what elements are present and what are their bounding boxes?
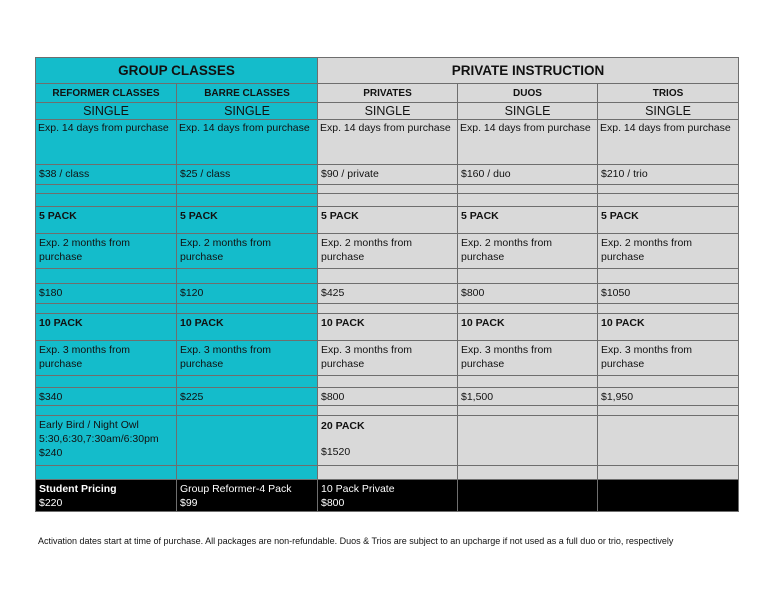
private-10pack-price: $800: [321, 497, 345, 509]
spacer-row: [36, 466, 739, 480]
pack5-price-barre: $120: [177, 284, 318, 304]
pack5-label: 5 PACK: [318, 207, 458, 234]
single-label: SINGLE: [36, 103, 177, 120]
single-price-private: $90 / private: [318, 165, 458, 185]
pack10-label: 10 PACK: [36, 314, 177, 341]
pack5-label: 5 PACK: [458, 207, 598, 234]
single-price-row: [36, 165, 739, 185]
bottom-offers-row: [36, 480, 739, 512]
pack10-expiry: Exp. 3 months from purchase: [36, 341, 177, 376]
col-privates: PRIVATES: [318, 84, 458, 103]
pack5-price-private: $425: [318, 284, 458, 304]
category-header-row: [36, 58, 739, 84]
pack5-label-row: [36, 207, 739, 234]
spacer-row: [36, 269, 739, 284]
pack10-price-trio: $1,950: [598, 388, 739, 406]
pack5-label: 5 PACK: [36, 207, 177, 234]
student-pricing-label: Student Pricing: [39, 483, 117, 495]
extra-row: [36, 416, 739, 466]
pack10-price-row: [36, 388, 739, 406]
single-expiry: Exp. 14 days from purchase: [36, 120, 177, 165]
group-reformer-4pack-label: Group Reformer-4 Pack: [180, 483, 292, 495]
pack5-expiry: Exp. 2 months from purchase: [318, 234, 458, 269]
pack10-label: 10 PACK: [177, 314, 318, 341]
single-price-barre: $25 / class: [177, 165, 318, 185]
single-expiry: Exp. 14 days from purchase: [318, 120, 458, 165]
single-label: SINGLE: [598, 103, 739, 120]
pack20-label: 20 PACK: [321, 420, 365, 432]
pack5-price-duo: $800: [458, 284, 598, 304]
single-expiry: Exp. 14 days from purchase: [598, 120, 739, 165]
pack10-label: 10 PACK: [598, 314, 739, 341]
pack5-expiry-row: [36, 234, 739, 269]
pack10-price-barre: $225: [177, 388, 318, 406]
spacer-row: [36, 406, 739, 416]
pack5-label: 5 PACK: [177, 207, 318, 234]
single-label: SINGLE: [177, 103, 318, 120]
pack10-label: 10 PACK: [458, 314, 598, 341]
footnote: Activation dates start at time of purchase. All packages are non-refundable. Duos & Trios are subject to an upcharge if not used as a full duo or trio, respectively: [38, 536, 674, 546]
pack10-expiry: Exp. 3 months from purchase: [458, 341, 598, 376]
single-label: SINGLE: [458, 103, 598, 120]
pack10-label-row: [36, 314, 739, 341]
spacer-row: [36, 185, 739, 194]
pack10-price-duo: $1,500: [458, 388, 598, 406]
single-label-row: [36, 103, 739, 120]
pack5-expiry: Exp. 2 months from purchase: [177, 234, 318, 269]
pack20-price: $1520: [321, 446, 351, 458]
pack5-price-reformer: $180: [36, 284, 177, 304]
single-price-trio: $210 / trio: [598, 165, 739, 185]
col-reformer-classes: REFORMER CLASSES: [36, 84, 177, 103]
single-expiry: Exp. 14 days from purchase: [458, 120, 598, 165]
pack5-price-trio: $1050: [598, 284, 739, 304]
pack10-expiry: Exp. 3 months from purchase: [177, 341, 318, 376]
column-header-row: [36, 84, 739, 103]
single-label: SINGLE: [318, 103, 458, 120]
spacer-row: [36, 194, 739, 207]
single-expiry-row: [36, 120, 739, 165]
pack10-expiry-row: [36, 341, 739, 376]
spacer-row: [36, 376, 739, 388]
spacer-row: [36, 304, 739, 314]
col-barre-classes: BARRE CLASSES: [177, 84, 318, 103]
pack5-expiry: Exp. 2 months from purchase: [36, 234, 177, 269]
pack5-label: 5 PACK: [598, 207, 739, 234]
pack5-expiry: Exp. 2 months from purchase: [598, 234, 739, 269]
single-price-duo: $160 / duo: [458, 165, 598, 185]
early-bird-night-owl: Early Bird / Night Owl 5:30,6:30,7:30am/6:30pm $240: [36, 416, 177, 466]
private-instruction-header: PRIVATE INSTRUCTION: [318, 58, 739, 84]
pack10-label: 10 PACK: [318, 314, 458, 341]
pack10-expiry: Exp. 3 months from purchase: [598, 341, 739, 376]
pack5-price-row: [36, 284, 739, 304]
pack10-price-private: $800: [318, 388, 458, 406]
student-pricing-price: $220: [39, 497, 63, 509]
col-trios: TRIOS: [598, 84, 739, 103]
single-price-reformer: $38 / class: [36, 165, 177, 185]
single-expiry: Exp. 14 days from purchase: [177, 120, 318, 165]
pack10-price-reformer: $340: [36, 388, 177, 406]
pack5-expiry: Exp. 2 months from purchase: [458, 234, 598, 269]
private-10pack-label: 10 Pack Private: [321, 483, 395, 495]
group-classes-header: GROUP CLASSES: [36, 58, 318, 84]
pricing-table: [35, 57, 739, 512]
pack10-expiry: Exp. 3 months from purchase: [318, 341, 458, 376]
group-reformer-4pack-price: $99: [180, 497, 198, 509]
col-duos: DUOS: [458, 84, 598, 103]
